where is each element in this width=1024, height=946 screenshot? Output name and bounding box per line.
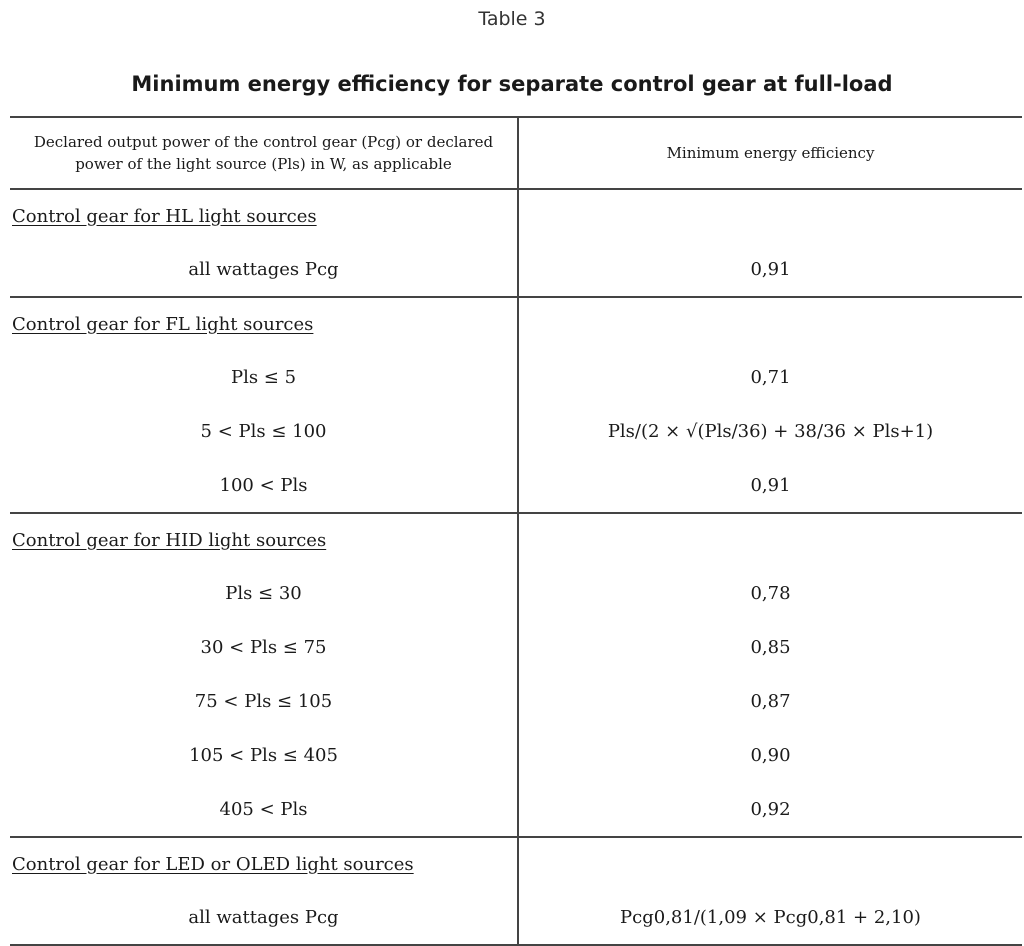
section-heading-cell bbox=[10, 297, 518, 350]
power-range-cell: 100 < Pls bbox=[10, 458, 518, 513]
table-row bbox=[10, 620, 1022, 674]
section-heading-cell bbox=[10, 837, 518, 890]
power-range-cell: Pls ≤ 30 bbox=[10, 566, 518, 620]
table-header-row bbox=[10, 117, 1022, 189]
table-row bbox=[10, 242, 1022, 297]
section-heading-cell bbox=[10, 513, 518, 566]
header-power-text: Declared output power of the control gear (Pcg) or declared power of the light source (Pls) in W, as applicable bbox=[33, 133, 494, 173]
section-heading-row bbox=[10, 189, 1022, 242]
power-range-cell: all wattages Pcg bbox=[10, 242, 518, 297]
power-range-cell: 105 < Pls ≤ 405 bbox=[10, 728, 518, 782]
power-range-cell: Pls ≤ 5 bbox=[10, 350, 518, 404]
efficiency-cell: 0,78 bbox=[750, 582, 791, 604]
table-row bbox=[10, 728, 1022, 782]
section-heading: Control gear for HL light sources bbox=[12, 205, 317, 227]
efficiency-cell: 0,91 bbox=[518, 242, 1022, 297]
header-efficiency: Minimum energy efficiency bbox=[518, 117, 1022, 189]
section-heading-empty-cell bbox=[518, 189, 1022, 242]
power-range-cell: 5 < Pls ≤ 100 bbox=[10, 404, 518, 458]
efficiency-table bbox=[10, 116, 1022, 946]
section-heading-row bbox=[10, 297, 1022, 350]
table-row bbox=[10, 404, 1022, 458]
table-row bbox=[10, 458, 1022, 513]
section-heading: Control gear for LED or OLED light sources bbox=[12, 853, 414, 875]
power-range-cell: all wattages Pcg bbox=[10, 890, 518, 945]
power-range-cell: 30 < Pls ≤ 75 bbox=[10, 620, 518, 674]
table-title: Minimum energy efficiency for separate control gear at full-load bbox=[131, 72, 893, 96]
header-power bbox=[10, 117, 518, 189]
efficiency-cell: 0,87 bbox=[750, 690, 791, 712]
efficiency-cell: 0,90 bbox=[750, 744, 791, 766]
section-heading: Control gear for HID light sources bbox=[12, 529, 327, 551]
power-range-cell: 75 < Pls ≤ 105 bbox=[10, 674, 518, 728]
efficiency-cell: 0,92 bbox=[518, 782, 1022, 837]
section-heading-row bbox=[10, 837, 1022, 890]
section-heading: Control gear for FL light sources bbox=[12, 313, 314, 335]
table-label: Table 3 bbox=[478, 8, 546, 30]
table-row bbox=[10, 674, 1022, 728]
efficiency-cell: 0,91 bbox=[518, 458, 1022, 513]
efficiency-cell: Pls/(2 × √(Pls/36) + 38/36 × Pls+1) bbox=[607, 420, 934, 442]
section-heading-row bbox=[10, 513, 1022, 566]
section-heading-empty-cell bbox=[518, 297, 1022, 350]
table-row bbox=[10, 566, 1022, 620]
section-heading-cell bbox=[10, 189, 518, 242]
table-row bbox=[10, 890, 1022, 945]
section-heading-empty-cell bbox=[518, 513, 1022, 566]
table-row bbox=[10, 782, 1022, 837]
table-row bbox=[10, 350, 1022, 404]
efficiency-cell: 0,85 bbox=[750, 636, 791, 658]
efficiency-cell: Pcg0,81/(1,09 × Pcg0,81 + 2,10) bbox=[518, 890, 1022, 945]
power-range-cell: 405 < Pls bbox=[10, 782, 518, 837]
section-heading-empty-cell bbox=[518, 837, 1022, 890]
efficiency-cell: 0,71 bbox=[750, 366, 791, 388]
